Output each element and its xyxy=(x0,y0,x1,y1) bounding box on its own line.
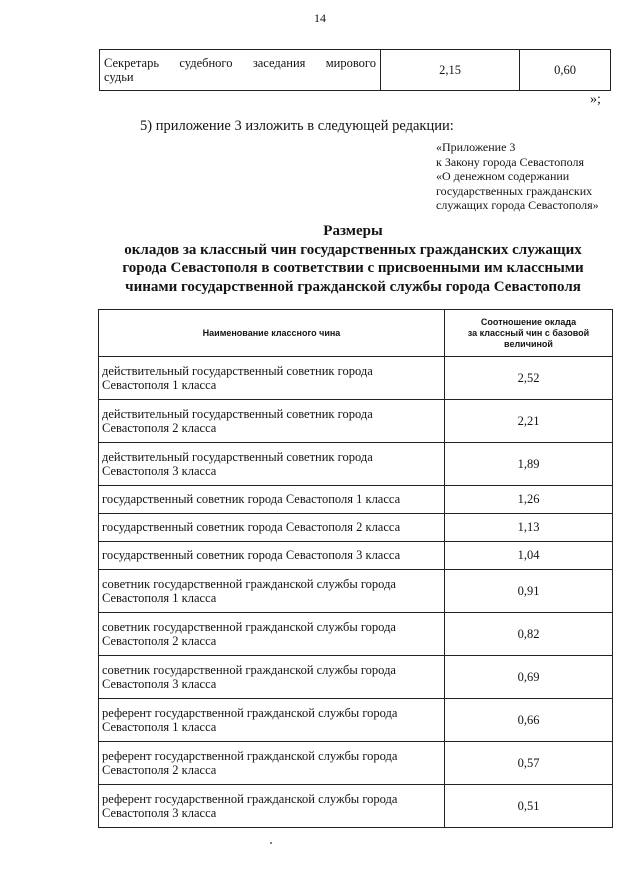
header-line: за классный чин с базовой xyxy=(467,327,590,338)
rank-name-cell xyxy=(99,357,445,400)
annex-line: к Закону города Севастополя xyxy=(436,154,585,169)
rank-name-line: Севастополя 2 класса xyxy=(102,421,217,435)
rank-name-line: советник государственной гражданской службы города xyxy=(102,576,396,591)
rank-name-cell xyxy=(99,400,445,443)
ratio-cell: 0,91 xyxy=(445,570,613,613)
title-line: города Севастополя в соответствии с присвоенными им классными xyxy=(122,260,584,276)
rank-name-cell xyxy=(99,443,445,486)
ratio-cell: 1,89 xyxy=(445,443,613,486)
annex-line: «Приложение 3 xyxy=(436,140,516,154)
annex-header xyxy=(436,140,599,213)
title-line: окладов за классный чин государственных гражданских служащих xyxy=(124,241,582,258)
page-number: 14 xyxy=(314,11,326,25)
rank-name-line: государственный советник города Севастополя 1 класса xyxy=(102,492,401,507)
rank-name-line: Севастополя 3 класса xyxy=(102,677,217,691)
table-row xyxy=(100,50,611,91)
rank-name-line: Севастополя 1 класса xyxy=(102,591,217,605)
column-header-rank: Наименование классного чина xyxy=(99,310,445,357)
value-cell: 2,15 xyxy=(381,50,520,91)
header-line: величиной xyxy=(504,338,553,349)
rank-salary-table xyxy=(98,309,613,828)
amendment-instruction: 5) приложение 3 изложить в следующей редакции: xyxy=(140,118,454,134)
rank-name-line: Севастополя 1 класса xyxy=(102,378,217,392)
table-row xyxy=(99,514,613,542)
annex-line: служащих города Севастополя» xyxy=(436,198,599,213)
rank-name-line: действительный государственный советник города xyxy=(102,363,373,378)
table-row xyxy=(99,656,613,699)
table-row xyxy=(99,357,613,400)
ratio-cell: 0,51 xyxy=(445,785,613,828)
scan-speck xyxy=(270,842,272,844)
rank-name-line: Севастополя 1 класса xyxy=(102,720,217,734)
rank-name-line: советник государственной гражданской службы города xyxy=(102,662,396,677)
rank-name-cell xyxy=(99,514,445,542)
annex-line: «О денежном содержании xyxy=(436,169,570,184)
rank-name-line: Севастополя 3 класса xyxy=(102,806,217,820)
document-title xyxy=(0,222,640,296)
table-row xyxy=(99,785,613,828)
header-line: Соотношение оклада xyxy=(480,316,577,327)
ratio-cell: 1,13 xyxy=(445,514,613,542)
position-name-line: Секретарь судебного заседания мирового xyxy=(104,56,376,70)
rank-name-cell xyxy=(99,486,445,514)
rank-name-cell xyxy=(99,699,445,742)
ratio-cell: 0,69 xyxy=(445,656,613,699)
rank-name-line: референт государственной гражданской службы города xyxy=(102,791,398,806)
closing-quote: »; xyxy=(590,92,601,107)
ratio-cell: 1,26 xyxy=(445,486,613,514)
annex-line: государственных гражданских xyxy=(436,183,593,198)
table-row xyxy=(99,400,613,443)
top-table xyxy=(99,49,611,91)
rank-name-line: референт государственной гражданской службы города xyxy=(102,748,398,763)
rank-name-cell xyxy=(99,613,445,656)
rank-name-line: государственный советник города Севастополя 3 класса xyxy=(102,548,401,563)
table-header-row xyxy=(99,310,613,357)
rank-name-cell xyxy=(99,570,445,613)
title-line: чинами государственной гражданской службы города Севастополя xyxy=(125,278,581,295)
table-row xyxy=(99,699,613,742)
ratio-cell: 0,57 xyxy=(445,742,613,785)
rank-name-line: советник государственной гражданской службы города xyxy=(102,619,396,634)
ratio-cell: 1,04 xyxy=(445,542,613,570)
ratio-cell: 2,21 xyxy=(445,400,613,443)
rank-name-cell xyxy=(99,542,445,570)
rank-name-cell xyxy=(99,742,445,785)
rank-name-line: действительный государственный советник города xyxy=(102,449,373,464)
table-row xyxy=(99,486,613,514)
rank-name-line: референт государственной гражданской службы города xyxy=(102,705,398,720)
position-name-cell xyxy=(100,50,381,91)
table-row xyxy=(99,742,613,785)
ratio-cell: 2,52 xyxy=(445,357,613,400)
rank-name-line: Севастополя 3 класса xyxy=(102,464,217,478)
rank-name-line: действительный государственный советник города xyxy=(102,406,373,421)
ratio-cell: 0,66 xyxy=(445,699,613,742)
table-row xyxy=(99,443,613,486)
table-row xyxy=(99,570,613,613)
rank-name-line: Севастополя 2 класса xyxy=(102,634,217,648)
ratio-cell: 0,82 xyxy=(445,613,613,656)
column-header-ratio xyxy=(445,310,613,357)
table-row xyxy=(99,613,613,656)
rank-name-cell xyxy=(99,785,445,828)
position-name-line: судьи xyxy=(104,70,134,84)
table-row xyxy=(99,542,613,570)
title-line: Размеры xyxy=(323,223,383,239)
rank-name-line: Севастополя 2 класса xyxy=(102,763,217,777)
rank-name-line: государственный советник города Севастополя 2 класса xyxy=(102,520,401,535)
rank-name-cell xyxy=(99,656,445,699)
value-cell: 0,60 xyxy=(520,50,611,91)
